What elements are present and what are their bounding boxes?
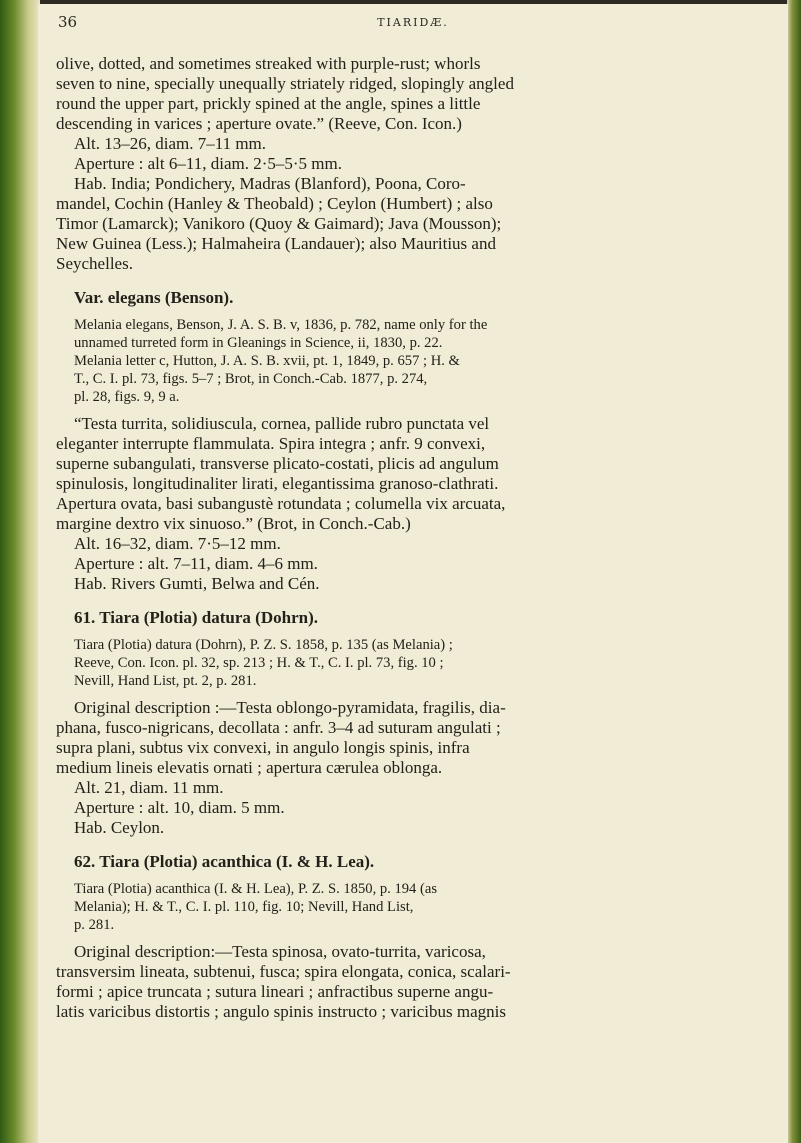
spacer bbox=[56, 872, 764, 880]
text-line: Aperture : alt. 10, diam. 5 mm. bbox=[74, 798, 285, 817]
text-line: Original description :—Testa oblongo-pyramidata, fragilis, dia- bbox=[74, 698, 506, 717]
text-line: Hab. Ceylon. bbox=[74, 818, 165, 837]
text-line: seven to nine, specially unequally striately ridged, slopingly angled bbox=[56, 74, 514, 93]
running-title: TIARIDÆ. bbox=[377, 16, 449, 29]
text-line: Seychelles. bbox=[56, 254, 133, 273]
text-line: unnamed turreted form in Gleanings in Science, ii, 1830, p. 22. bbox=[74, 335, 443, 351]
section-heading: 62. Tiara (Plotia) acanthica (I. & H. Lea). bbox=[74, 852, 375, 871]
text-line: phana, fusco-nigricans, decollata : anfr. 3–4 ad suturam angulati ; bbox=[56, 718, 501, 737]
text-line: Reeve, Con. Icon. pl. 32, sp. 213 ; H. & T., C. I. pl. 73, fig. 10 ; bbox=[74, 655, 444, 671]
text-line: eleganter interrupte flammulata. Spira integra ; anfr. 9 convexi, bbox=[56, 434, 486, 453]
spacer bbox=[56, 406, 764, 414]
spacer bbox=[56, 274, 764, 288]
text-line: descending in varices ; aperture ovate.” (Reeve, Con. Icon.) bbox=[56, 114, 462, 133]
spacer bbox=[56, 308, 764, 316]
book-binding-left bbox=[0, 0, 40, 1143]
text-line: Aperture : alt. 7–11, diam. 4–6 mm. bbox=[74, 554, 318, 573]
text-line: Original description:—Testa spinosa, ovato-turrita, varicosa, bbox=[74, 942, 486, 961]
text-line: Melania elegans, Benson, J. A. S. B. v, 1836, p. 782, name only for the bbox=[74, 317, 488, 333]
text-line: pl. 28, figs. 9, 9 a. bbox=[74, 389, 180, 405]
text-line: superne subangulati, transverse plicato-costati, plicis ad angulum bbox=[56, 454, 499, 473]
text-line: Melania); H. & T., C. I. pl. 110, fig. 10; Nevill, Hand List, bbox=[74, 899, 414, 915]
page-header bbox=[38, 13, 788, 37]
text-line: Aperture : alt 6–11, diam. 2·5–5·5 mm. bbox=[74, 154, 343, 173]
page-number: 36 bbox=[58, 13, 78, 31]
book-binding-right bbox=[787, 0, 801, 1143]
spacer bbox=[56, 594, 764, 608]
text-line: supra plani, subtus vix convexi, in angulo longis spinis, infra bbox=[56, 738, 470, 757]
spacer bbox=[56, 628, 764, 636]
text-line: Apertura ovata, basi subangustè rotundata ; columella vix arcuata, bbox=[56, 494, 506, 513]
text-line: transversim lineata, subtenui, fusca; spira elongata, conica, scalari- bbox=[56, 962, 511, 981]
book-page bbox=[38, 4, 788, 1143]
text-line: Melania letter c, Hutton, J. A. S. B. xvii, pt. 1, 1849, p. 657 ; H. & bbox=[74, 353, 460, 369]
spacer bbox=[56, 690, 764, 698]
text-line: spinulosis, longitudinaliter lirati, elegantissima granoso-clathrati. bbox=[56, 474, 499, 493]
text-line: Alt. 16–32, diam. 7·5–12 mm. bbox=[74, 534, 281, 553]
text-line: p. 281. bbox=[74, 917, 115, 933]
spacer bbox=[56, 934, 764, 942]
text-line: New Guinea (Less.); Halmaheira (Landauer); also Mauritius and bbox=[56, 234, 496, 253]
section-heading: 61. Tiara (Plotia) datura (Dohrn). bbox=[74, 608, 318, 627]
text-line: Hab. India; Pondichery, Madras (Blanford), Poona, Coro- bbox=[74, 174, 466, 193]
text-line: margine dextro vix sinuoso.” (Brot, in Conch.-Cab.) bbox=[56, 514, 411, 533]
page-text bbox=[56, 54, 764, 1022]
text-line: mandel, Cochin (Hanley & Theobald) ; Ceylon (Humbert) ; also bbox=[56, 194, 493, 213]
text-line: Alt. 21, diam. 11 mm. bbox=[74, 778, 224, 797]
text-line: Tiara (Plotia) acanthica (I. & H. Lea), P. Z. S. 1850, p. 194 (as bbox=[74, 881, 438, 897]
text-line: Nevill, Hand List, pt. 2, p. 281. bbox=[74, 673, 257, 689]
text-line: formi ; apice truncata ; sutura lineari ; anfractibus superne angu- bbox=[56, 982, 494, 1001]
text-line: latis varicibus distortis ; angulo spinis instructo ; varicibus magnis bbox=[56, 1002, 506, 1021]
text-line: Hab. Rivers Gumti, Belwa and Cén. bbox=[74, 574, 320, 593]
text-line: Alt. 13–26, diam. 7–11 mm. bbox=[74, 134, 267, 153]
text-line: T., C. I. pl. 73, figs. 5–7 ; Brot, in Conch.-Cab. 1877, p. 274, bbox=[74, 371, 428, 387]
text-line: Tiara (Plotia) datura (Dohrn), P. Z. S. 1858, p. 135 (as Melania) ; bbox=[74, 637, 453, 653]
spacer bbox=[56, 838, 764, 852]
text-line: Timor (Lamarck); Vanikoro (Quoy & Gaimard); Java (Mousson); bbox=[56, 214, 502, 233]
text-line: “Testa turrita, solidiuscula, cornea, pallide rubro punctata vel bbox=[74, 414, 490, 433]
text-line: round the upper part, prickly spined at the angle, spines a little bbox=[56, 94, 481, 113]
text-line: medium lineis elevatis ornati ; apertura cærulea oblonga. bbox=[56, 758, 443, 777]
text-line: olive, dotted, and sometimes streaked with purple-rust; whorls bbox=[56, 54, 481, 73]
section-heading: Var. elegans (Benson). bbox=[74, 288, 234, 307]
